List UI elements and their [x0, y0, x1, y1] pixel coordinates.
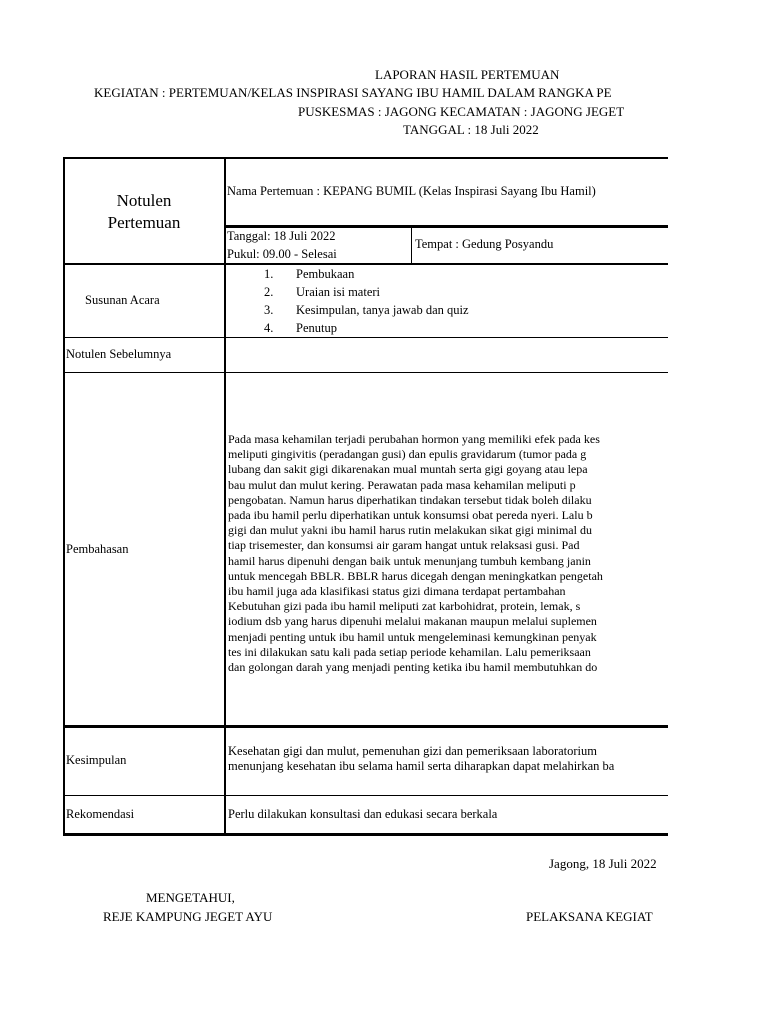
row-divider-4	[63, 725, 668, 728]
agenda-item	[264, 301, 469, 319]
discussion-line: lubang dan sakit gigi dikarenakan mual muntah serta gigi goyang atau lepa	[228, 462, 588, 477]
discussion-line: Kebutuhan gizi pada ibu hamil meliputi zat karbohidrat, protein, lemak, s	[228, 599, 581, 614]
agenda-item	[264, 283, 469, 301]
discussion-line: bau mulut dan mulut kering. Perawatan pada masa kehamilan meliputi p	[228, 477, 576, 492]
discussion-text	[228, 432, 668, 675]
executor-title: PELAKSANA KEGIAT	[526, 909, 653, 924]
discussion-line: dan golongan darah yang menjadi penting ketika ibu hamil membutuhkan do	[228, 660, 598, 675]
row-divider-3	[63, 372, 668, 373]
discussion-line: Pada masa kehamilan terjadi perubahan hormon yang memiliki efek pada kes	[228, 432, 600, 446]
discussion-label: Pembahasan	[66, 542, 129, 556]
discussion-line: ibu hamil juga ada klasifikasi status gizi dimana terdapat pertambahan	[228, 584, 566, 599]
place-date: Jagong, 18 Juli 2022	[549, 856, 657, 871]
date-place-divider	[411, 227, 412, 264]
agenda-list	[264, 265, 469, 337]
acknowledge-label: MENGETAHUI,	[146, 890, 235, 905]
table-column-divider	[224, 157, 226, 836]
recommendation-text: Perlu dilakukan konsultasi dan edukasi secara berkala	[228, 807, 498, 821]
report-title: LAPORAN HASIL PERTEMUAN	[375, 67, 560, 82]
agenda-item	[264, 265, 469, 283]
agenda-item-text: Kesimpulan, tanya jawab dan quiz	[296, 303, 469, 317]
discussion-line: tes ini dilakukan satu kali pada setiap periode kehamilan. Lalu pemeriksaan	[228, 644, 591, 659]
discussion-line: iodium dsb yang harus dipenuhi melalui makanan maupun melalui suplemen	[228, 614, 597, 629]
discussion-line: pengobatan. Namun harus diperhatikan tindakan tersebut tidak boleh dilaku	[228, 492, 592, 507]
minutes-title	[64, 190, 224, 234]
minutes-title-line1: Notulen	[116, 191, 172, 210]
date-line: TANGGAL : 18 Juli 2022	[403, 122, 539, 137]
meeting-place: Tempat : Gedung Posyandu	[415, 237, 554, 251]
agenda-item-text: Pembukaan	[296, 267, 355, 281]
discussion-line: tiap trisemester, dan konsumsi air garam hangat untuk relaksasi gusi. Pad	[228, 538, 580, 553]
discussion-line: gigi dan mulut yakni ibu hamil harus rutin melakukan sikat gigi minimal du	[228, 523, 592, 538]
row-divider-5	[63, 795, 668, 796]
minutes-title-line2: Pertemuan	[107, 213, 181, 232]
village-head-title: REJE KAMPUNG JEGET AYU	[103, 909, 273, 924]
row-divider-2	[63, 337, 668, 338]
discussion-line: menjadi penting untuk ibu hamil untuk mengeleminasi kemungkinan penyak	[228, 629, 597, 644]
table-border-top	[63, 157, 668, 159]
meeting-date: Tanggal: 18 Juli 2022	[227, 229, 336, 243]
meeting-time: Pukul: 09.00 - Selesai	[227, 247, 337, 261]
agenda-item-number: 3.	[264, 303, 274, 317]
table-border-bottom	[63, 833, 668, 836]
table-border-left	[63, 157, 65, 836]
activity-line: KEGIATAN : PERTEMUAN/KELAS INSPIRASI SAYANG IBU HAMIL DALAM RANGKA PE	[94, 85, 612, 100]
discussion-line: meliputi gingivitis (peradangan gusi) dan epulis gravidarum (tumor pada g	[228, 447, 587, 462]
agenda-item-number: 1.	[264, 267, 274, 281]
agenda-item-text: Penutup	[296, 321, 337, 335]
agenda-item-text: Uraian isi materi	[296, 285, 380, 299]
agenda-item-number: 2.	[264, 285, 274, 299]
discussion-line: hamil harus dipenuhi dengan baik untuk menunjang tumbuh kembang janin	[228, 553, 591, 568]
conclusion-line: menunjang kesehatan ibu selama hamil serta diharapkan dapat melahirkan ba	[228, 759, 615, 774]
conclusion-line: Kesehatan gigi dan mulut, pemenuhan gizi dan pemeriksaan laboratorium	[228, 744, 597, 758]
recommendation-label: Rekomendasi	[66, 807, 135, 821]
agenda-item-number: 4.	[264, 321, 274, 335]
conclusion-label: Kesimpulan	[66, 753, 127, 767]
agenda-label: Susunan Acara	[85, 293, 160, 307]
discussion-line: pada ibu hamil perlu diperhatikan untuk konsumsi obat pereda nyeri. Lalu b	[228, 508, 593, 523]
agenda-item	[264, 319, 469, 337]
puskesmas-line: PUSKESMAS : JAGONG KECAMATAN : JAGONG JEGET	[298, 104, 625, 119]
meeting-name-divider	[225, 225, 668, 228]
previous-minutes-label: Notulen Sebelumnya	[66, 347, 172, 361]
meeting-name: Nama Pertemuan : KEPANG BUMIL (Kelas Inspirasi Sayang Ibu Hamil)	[227, 184, 596, 198]
discussion-line: untuk mencegah BBLR. BBLR harus dicegah dengan meningkatkan pengetah	[228, 568, 603, 583]
conclusion-text	[228, 744, 668, 774]
